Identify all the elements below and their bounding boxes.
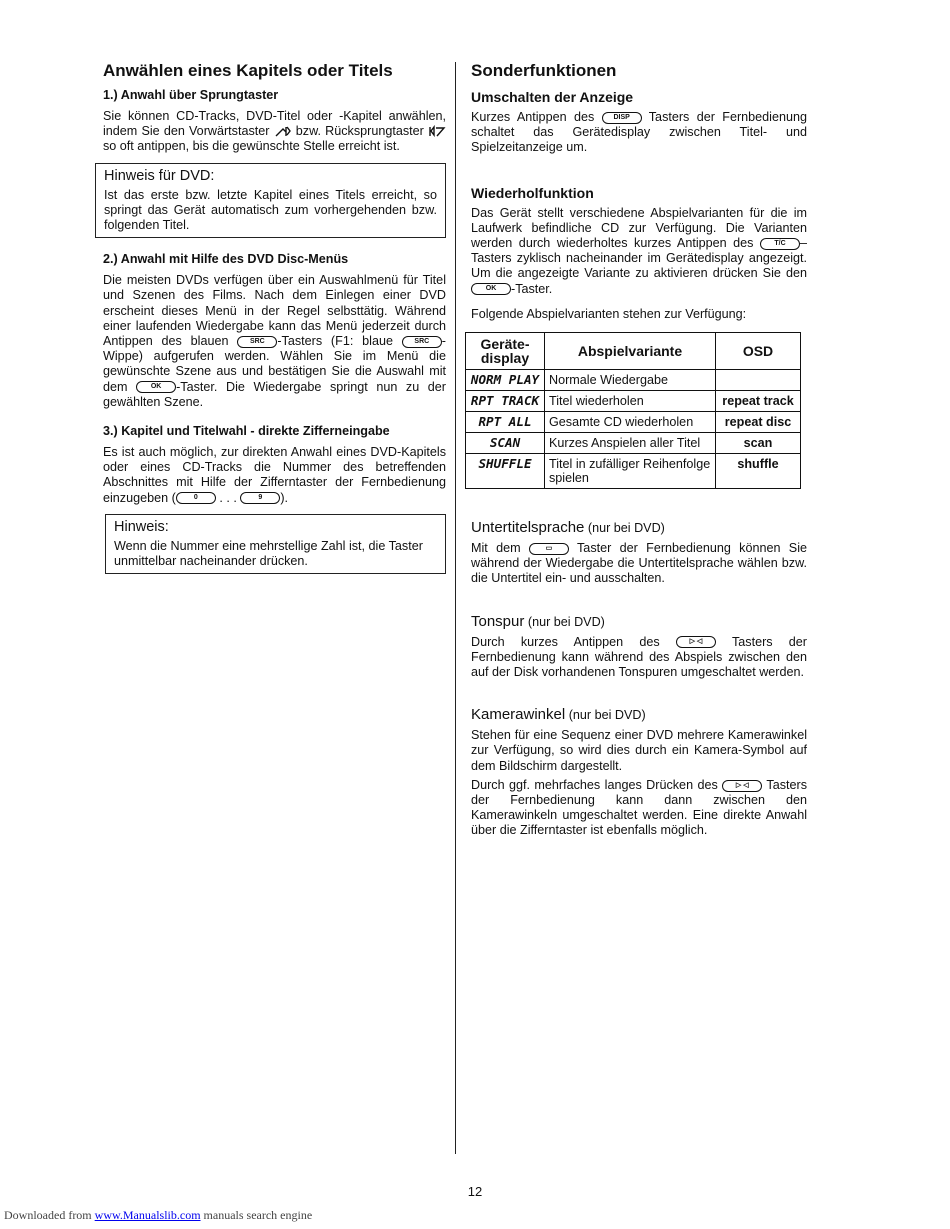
- text-segment: Taster der Fernbedienung können Sie während der Wiedergabe die Untertitelsprache wählen bzw. die Untertitel ein- und ausschalten.: [471, 541, 807, 586]
- table-cell-osd: [716, 370, 801, 391]
- subsection-title-tonspur: [471, 613, 807, 631]
- text-segment: Mit dem: [471, 541, 521, 556]
- text-segment: ).: [280, 490, 289, 505]
- table-cell-desc: Normale Wiedergabe: [545, 370, 716, 391]
- text-segment: Das Gerät stellt verschiedene Abspielvarianten für die im Laufwerk befindliche CD zur Verfügung. Die Varianten werden durch wiederholtes kurzes Antippen des: [471, 205, 807, 251]
- title-main: Kamerawinkel: [471, 706, 566, 724]
- footer-prefix: Downloaded from: [4, 1208, 95, 1222]
- ok-key-icon: OK: [471, 283, 511, 295]
- column-divider: [455, 62, 456, 1154]
- table-row: [466, 370, 801, 391]
- title-note: (nur bei DVD): [565, 708, 646, 723]
- paragraph-kamerawinkel-2: [471, 778, 807, 839]
- table-row: [466, 412, 801, 433]
- subsection-title-untertitel: [471, 519, 807, 537]
- title-main: Tonspur: [471, 612, 525, 630]
- column-header-variant: Abspielvariante: [545, 333, 716, 370]
- note-text: Ist das erste bzw. letzte Kapitel eines Titels erreicht, so springt das Gerät automatisch zum vorhergehenden bzw. folgenden Titel.: [104, 187, 437, 233]
- text-segment: Es ist auch möglich, zur direkten Anwahl eines DVD-Kapitels oder eines CD-Tracks die Nummer des betreffenden Abschnittes mit Hilfe der Zifferntaster der Fernbedienung einzugeben (: [103, 445, 446, 505]
- subsection-title-disc-menu: 2.) Anwahl mit Hilfe des DVD Disc-Menüs: [103, 252, 349, 267]
- note-text: Wenn die Nummer eine mehrstellige Zahl ist, die Taster unmittelbar nacheinander drücken.: [114, 538, 423, 569]
- text-segment: Durch ggf. mehrfaches langes Drücken des: [471, 777, 718, 792]
- text-segment: so oft antippen, bis die gewünschte Stelle erreicht ist.: [103, 139, 400, 154]
- subtitle-key-icon: ▭: [529, 543, 569, 555]
- digit-nine-key-icon: 9: [240, 492, 280, 504]
- subsection-title-sprungtaster: 1.) Anwahl über Sprungtaster: [103, 88, 279, 102]
- text-segment: -Tasters (F1: blaue: [277, 334, 393, 349]
- title-note: (nur bei DVD): [584, 521, 665, 536]
- table-row: [466, 433, 801, 454]
- paragraph-wiederhol: [471, 206, 807, 297]
- table-cell-osd: shuffle: [716, 454, 801, 489]
- src-rocker-icon: SRC: [402, 336, 442, 348]
- text-segment: -Wippe) aufgerufen werden. Wählen Sie im Menü die gewünschte Szene aus und bestätigen Sie die Auswahl mit dem: [103, 334, 446, 394]
- text-segment: Sie können CD-Tracks, DVD-Titel oder -Kapitel anwählen, indem Sie den Vorwärtstaster: [103, 109, 446, 139]
- table-cell-osd: repeat disc: [716, 412, 801, 433]
- text-segment: Tasters der Fernbedienung kann dann zwischen den Kamerawinkeln umgeschaltet werden. Eine direkte Anwahl über die Zifferntaster ist ebenfalls möglich.: [471, 777, 808, 838]
- column-header-display: Geräte-display: [466, 333, 545, 370]
- paragraph-zifferneingabe: [103, 445, 446, 506]
- table-cell-desc: Titel wiederholen: [545, 391, 716, 412]
- text-segment: Durch kurzes Antippen des: [471, 634, 660, 649]
- paragraph-list-intro: Folgende Abspielvarianten stehen zur Verfügung:: [471, 306, 747, 321]
- text-segment: Die meisten DVDs verfügen über ein Auswahlmenü für Titel und Szenen des Films. Nach dem Einlegen einer DVD erscheint dieses Menü in der Regel selbsttätig. Während einer laufenden Wiedergabe kann das Menü jederzeit durch Antippen des blauen: [103, 273, 446, 349]
- right-column: [471, 60, 807, 839]
- playback-options-table: [465, 332, 801, 489]
- tc-key-icon: T/C: [760, 238, 800, 250]
- table-row: [466, 454, 801, 489]
- src-key-icon: SRC: [237, 336, 277, 348]
- text-segment: Tasters der Fernbedienung kann während des Abspiels zwischen den auf der Disk vorhandenen Tonspuren umgeschaltet werden.: [471, 634, 807, 680]
- page-number: 12: [467, 1184, 483, 1199]
- title-note: (nur bei DVD): [524, 614, 605, 629]
- download-footer: [4, 1208, 312, 1223]
- subsection-title-zifferneingabe: 3.) Kapitel und Titelwahl - direkte Zifferneingabe: [103, 424, 390, 439]
- table-cell-desc: Gesamte CD wiederholen: [545, 412, 716, 433]
- table-cell-lcd: SHUFFLE: [466, 454, 545, 489]
- table-cell-lcd: NORM PLAY: [466, 370, 545, 391]
- paragraph-tonspur: [471, 635, 807, 681]
- title-main: Untertitelsprache: [471, 519, 585, 537]
- subsection-title-anzeige: Umschalten der Anzeige: [471, 89, 634, 105]
- disp-key-icon: DISP: [602, 112, 642, 124]
- table-cell-osd: repeat track: [716, 391, 801, 412]
- table-cell-desc: Titel in zufälliger Reihenfolge spielen: [545, 454, 716, 489]
- table-cell-lcd: SCAN: [466, 433, 545, 454]
- left-column: [103, 60, 446, 574]
- paragraph-disc-menu: [103, 273, 446, 410]
- paragraph-sprungtaster: [103, 109, 446, 155]
- section-heading-kapitel: Anwählen eines Kapitels oder Titels: [103, 61, 393, 80]
- skip-forward-icon: [274, 125, 292, 138]
- table-row: [466, 391, 801, 412]
- text-segment: Kurzes Antippen des: [471, 110, 595, 124]
- text-segment: Tasters der Fernbedienung schaltet das Gerätedisplay zwischen Titel- und Spielzeitanzeige um.: [471, 110, 808, 155]
- table-cell-lcd: RPT TRACK: [466, 391, 545, 412]
- text-segment: . . .: [215, 490, 241, 505]
- note-title: Hinweis für DVD:: [104, 167, 215, 184]
- ok-key-icon: OK: [136, 381, 176, 393]
- table-header-row: [466, 333, 801, 370]
- manualslib-link[interactable]: www.Manualslib.com: [94, 1208, 201, 1222]
- audio-camera-key-icon: ▷ ◁: [676, 636, 716, 648]
- column-header-osd: OSD: [716, 333, 801, 370]
- paragraph-untertitel: [471, 541, 807, 587]
- table-cell-osd: scan: [716, 433, 801, 454]
- note-box-multidigit: [105, 514, 446, 574]
- subsection-title-kamerawinkel: [471, 706, 807, 724]
- footer-suffix: manuals search engine: [200, 1208, 313, 1222]
- text-segment: -Taster.: [511, 281, 553, 296]
- text-segment: -Taster. Die Wiedergabe springt nun zu der gewählten Szene.: [103, 379, 447, 409]
- section-heading-sonderfunktionen: Sonderfunktionen: [471, 61, 617, 80]
- table-cell-desc: Kurzes Anspielen aller Titel: [545, 433, 716, 454]
- subsection-title-wiederhol: Wiederholfunktion: [471, 184, 594, 201]
- digit-zero-key-icon: 0: [176, 492, 216, 504]
- note-title: Hinweis:: [114, 518, 169, 535]
- audio-camera-key-icon: ▷ ◁: [722, 780, 762, 792]
- note-box-dvd: [95, 163, 446, 239]
- text-segment: bzw. Rücksprungtaster: [295, 124, 424, 139]
- paragraph-anzeige: [471, 110, 807, 156]
- skip-back-icon: [428, 125, 446, 138]
- text-segment: –Tasters zyklisch nacheinander im Gerätedisplay angezeigt. Um die angezeigte Variante zu aktivieren drücken Sie den: [471, 236, 807, 281]
- table-cell-lcd: RPT ALL: [466, 412, 545, 433]
- paragraph-kamerawinkel-1: Stehen für eine Sequenz einer DVD mehrere Kamerawinkel zur Verfügung, so wird dies durch ein Kamera-Symbol auf dem Bildschirm dargestellt.: [471, 728, 807, 773]
